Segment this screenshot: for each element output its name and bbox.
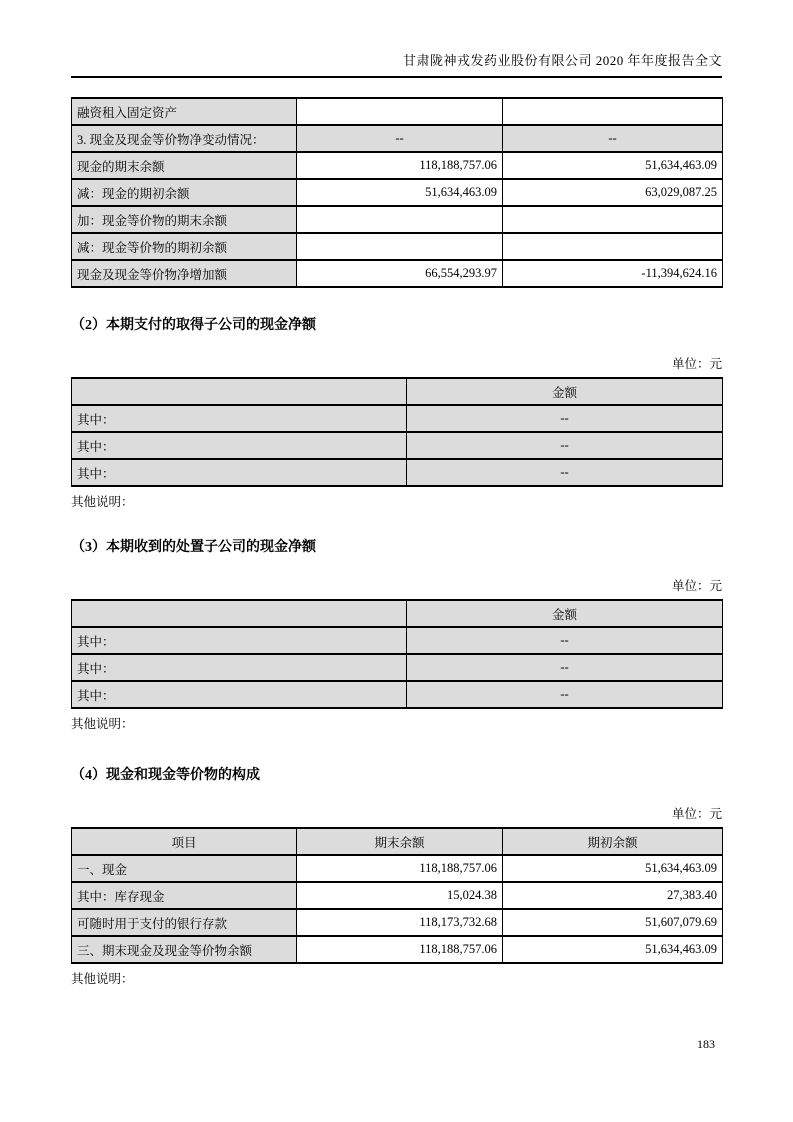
other-notes-label: 其他说明： [71,972,134,986]
cell-beginning-balance: 27,383.40 [503,882,723,909]
header-blank-cell [72,378,407,405]
row-label: 减：现金的期初余额 [72,179,297,206]
cell-current-value [297,206,503,233]
table-header-row [72,378,723,405]
cell-current-value: 51,634,463.09 [297,179,503,206]
section-3-heading: （3）本期收到的处置子公司的现金净额 [71,540,316,555]
page-content [71,0,722,987]
table-row [72,882,723,909]
table-row [72,681,723,708]
cell-amount: -- [407,681,723,708]
row-label: 三、期末现金及现金等价物余额 [72,936,297,963]
row-label: 其中： [72,459,407,486]
table-row [72,627,723,654]
cell-beginning-balance: 51,607,079.69 [503,909,723,936]
cell-prior-value: 63,029,087.25 [503,179,723,206]
unit-label: 单位：元 [671,357,722,371]
cash-composition-table-wrap [71,827,722,964]
page-number: 183 [697,1037,715,1051]
cell-ending-balance: 118,188,757.06 [297,855,503,882]
row-label: 融资租入固定资产 [72,98,297,125]
row-label: 其中：库存现金 [72,882,297,909]
subsidiary-acquired-table [71,377,723,487]
row-label: 减：现金等价物的期初余额 [72,233,297,260]
row-label: 现金的期末余额 [72,152,297,179]
table-row [72,179,723,206]
cell-amount: -- [407,432,723,459]
row-label: 可随时用于支付的银行存款 [72,909,297,936]
cash-composition-table [71,827,723,964]
table-row [72,654,723,681]
row-label: 其中： [72,654,407,681]
cell-ending-balance: 15,024.38 [297,882,503,909]
table-row [72,405,723,432]
row-label: 其中： [72,681,407,708]
table-row [72,233,723,260]
header-amount-cell: 金额 [407,378,723,405]
table-row [72,98,723,125]
cell-amount: -- [407,654,723,681]
subsidiary-acquired-table-wrap [71,377,722,487]
table-row [72,260,723,287]
table-row [72,936,723,963]
unit-label: 单位：元 [671,579,722,593]
section-2-heading: （2）本期支付的取得子公司的现金净额 [71,318,316,333]
table-row [72,909,723,936]
cell-prior-value: -- [503,125,723,152]
cell-ending-balance: 118,173,732.68 [297,909,503,936]
other-notes-label: 其他说明： [71,717,134,731]
other-notes-label: 其他说明： [71,495,134,509]
cell-amount: -- [407,627,723,654]
table-header-row [72,600,723,627]
cell-current-value: 66,554,293.97 [297,260,503,287]
row-label: 其中： [72,405,407,432]
page-header [71,0,722,78]
cash-change-table [71,97,723,288]
cash-change-table-wrap [71,97,722,288]
table-row [72,125,723,152]
cell-beginning-balance: 51,634,463.09 [503,936,723,963]
subsidiary-disposed-table [71,599,723,709]
header-blank-cell [72,600,407,627]
cell-current-value: 118,188,757.06 [297,152,503,179]
row-label: 其中： [72,432,407,459]
table-row [72,432,723,459]
cell-beginning-balance: 51,634,463.09 [503,855,723,882]
cell-amount: -- [407,459,723,486]
row-label: 3. 现金及现金等价物净变动情况： [72,125,297,152]
cell-amount: -- [407,405,723,432]
table-row [72,855,723,882]
header-beginning-balance-cell: 期初余额 [503,828,723,855]
unit-label: 单位：元 [671,807,722,821]
header-amount-cell: 金额 [407,600,723,627]
header-item-cell: 项目 [72,828,297,855]
cell-ending-balance: 118,188,757.06 [297,936,503,963]
subsidiary-disposed-table-wrap [71,599,722,709]
section-4-heading: （4）现金和现金等价物的构成 [71,768,260,783]
cell-prior-value: 51,634,463.09 [503,152,723,179]
row-label: 现金及现金等价物净增加额 [72,260,297,287]
cell-current-value: -- [297,125,503,152]
row-label: 一、现金 [72,855,297,882]
row-label: 加：现金等价物的期末余额 [72,206,297,233]
cell-prior-value: -11,394,624.16 [503,260,723,287]
report-header-title: 甘肃陇神戎发药业股份有限公司 2020 年年度报告全文 [71,52,722,78]
header-ending-balance-cell: 期末余额 [297,828,503,855]
cell-current-value [297,98,503,125]
cell-prior-value [503,233,723,260]
cell-current-value [297,233,503,260]
row-label: 其中： [72,627,407,654]
table-row [72,206,723,233]
cell-prior-value [503,206,723,233]
table-row [72,152,723,179]
cell-prior-value [503,98,723,125]
table-header-row [72,828,723,855]
table-row [72,459,723,486]
